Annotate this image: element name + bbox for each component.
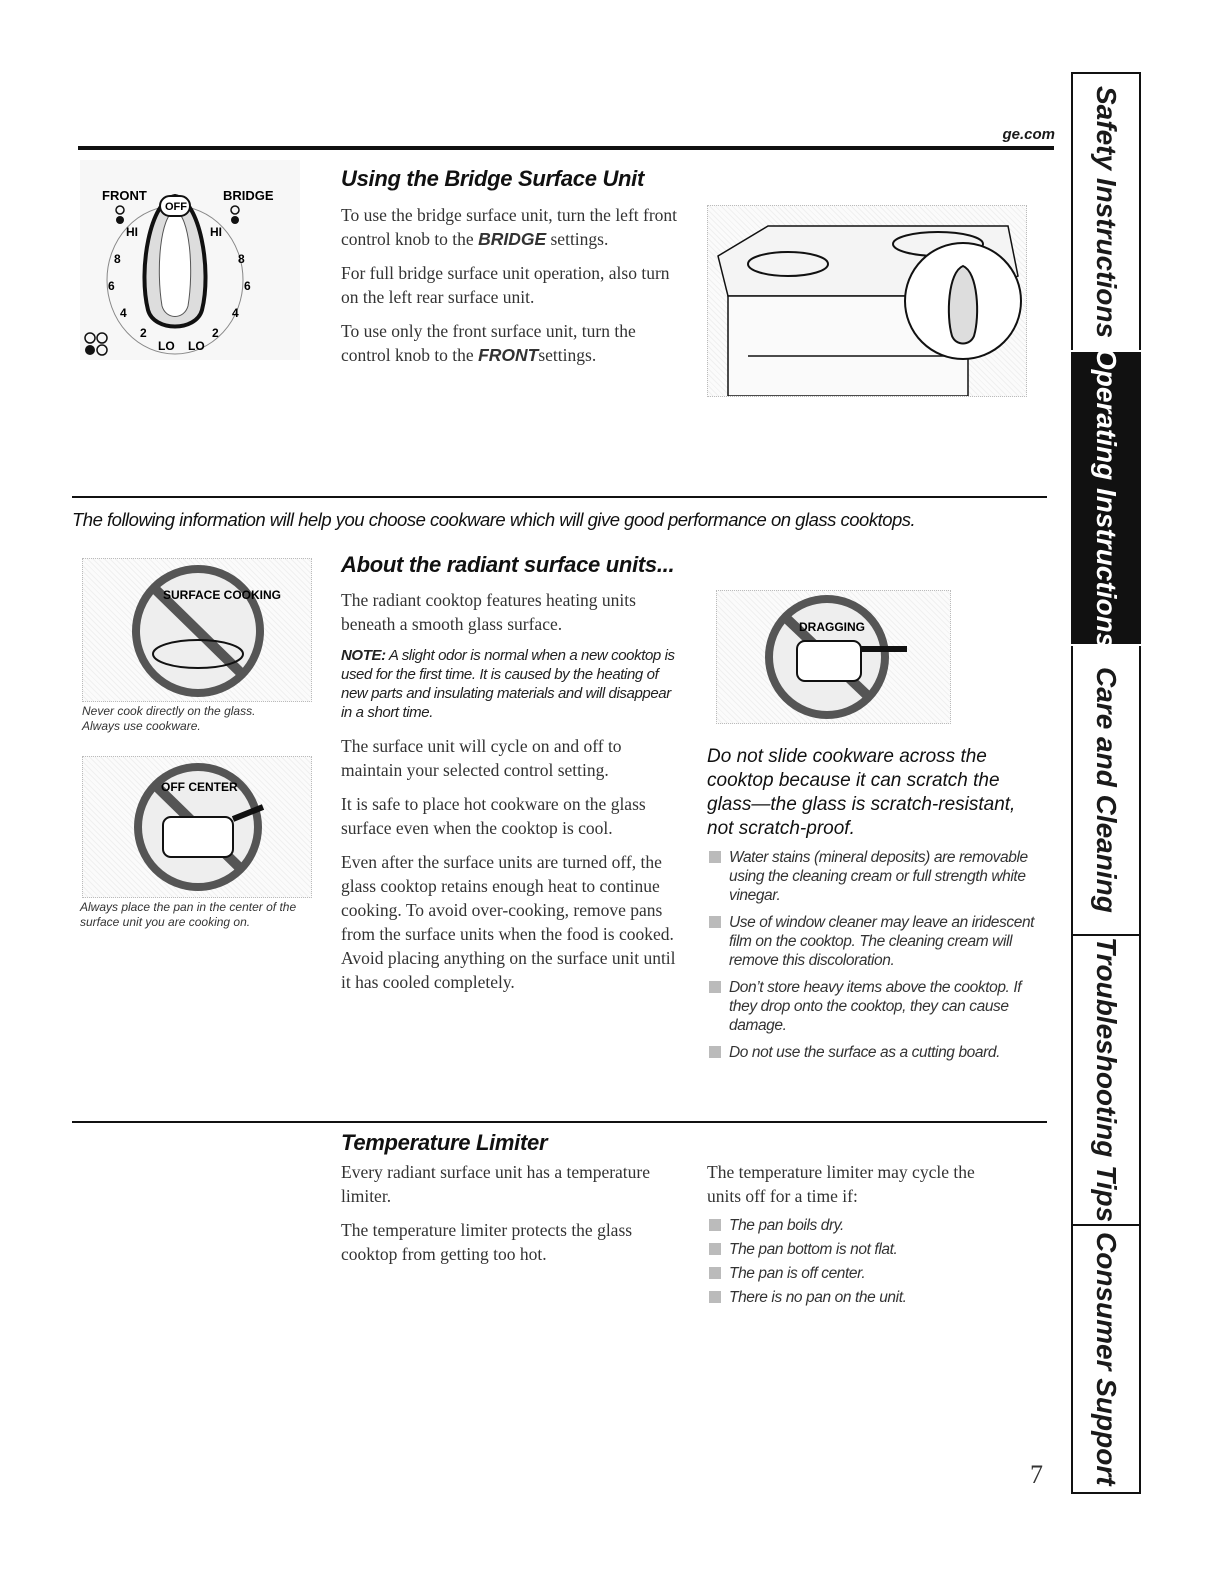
knob-8-right: 8: [238, 252, 245, 266]
warning-heading: Do not slide cookware across the cooktop because it can scratch the glass—the glass is scratch-resistant, not scratch-proof.: [707, 746, 1016, 839]
knob-off-label: OFF: [165, 201, 187, 213]
knob-6-right: 6: [244, 279, 251, 293]
knob-hi-right: HI: [210, 225, 222, 239]
off-center-label: OFF CENTER: [161, 780, 238, 794]
dragging-label: DRAGGING: [799, 620, 865, 634]
limiter-text-right: [707, 1160, 1007, 1218]
page-number: 7: [1030, 1460, 1043, 1489]
knob-bridge-label: BRIDGE: [223, 188, 274, 203]
tab-troubleshooting-tips[interactable]: Troubleshooting Tips: [1071, 936, 1141, 1226]
bridge-paragraph-3: To use only the front surface unit, turn the control knob to the FRONTsettings.: [341, 321, 636, 365]
radiant-note: [341, 646, 676, 722]
cooktop-illustration: [707, 205, 1027, 397]
tab-consumer-support[interactable]: Consumer Support: [1071, 1226, 1141, 1492]
dragging-illustration: [716, 590, 951, 724]
surface-cooking-caption: Never cook directly on the glass. Always use cookware.: [82, 704, 256, 733]
radiant-text: [341, 588, 676, 1004]
front-keyword: FRONT: [478, 345, 539, 365]
bridge-paragraph-2: For full bridge surface unit operation, also turn on the left rear surface unit.: [341, 263, 670, 307]
limiter-paragraph-1: Every radiant surface unit has a temperature limiter.: [341, 1162, 651, 1206]
knob-4-right: 4: [232, 306, 239, 320]
radiant-paragraph-4: Even after the surface units are turned off, the glass cooktop retains enough heat to continue cooking. To avoid over-cooking, remove pans from the surface units when the food is cooked. Avoid placing anything on the surface unit until it has cooled completely.: [341, 852, 676, 992]
limiter-paragraph-2: The temperature limiter protects the glass cooktop from getting too hot.: [341, 1220, 633, 1264]
bridge-heading: Using the Bridge Surface Unit: [341, 166, 645, 191]
limiter-item: The pan boils dry.: [707, 1216, 1037, 1235]
warning-item: Use of window cleaner may leave an iridescent film on the cooktop. The cleaning cream will remove this discoloration.: [707, 913, 1047, 970]
bridge-paragraph-1: To use the bridge surface unit, turn the left front control knob to the BRIDGE settings.: [341, 205, 678, 249]
knob-6-left: 6: [108, 279, 115, 293]
bridge-keyword: BRIDGE: [478, 229, 547, 249]
limiter-list: [707, 1216, 1037, 1312]
tab-safety-instructions[interactable]: Safety Instructions: [1071, 74, 1141, 350]
warning-item: Water stains (mineral deposits) are removable using the cleaning cream or full strength white vinegar.: [707, 848, 1047, 905]
radiant-paragraph-3: It is safe to place hot cookware on the glass surface even when the cooktop is cool.: [341, 794, 646, 838]
radiant-paragraph-2: The surface unit will cycle on and off to maintain your selected control setting.: [341, 736, 622, 780]
tab-operating-instructions[interactable]: Operating Instructions: [1071, 352, 1141, 644]
off-center-illustration: [82, 756, 312, 898]
surface-cooking-illustration: [82, 558, 312, 702]
warning-item: Do not use the surface as a cutting board.: [707, 1043, 1047, 1062]
warning-item: Don’t store heavy items above the cooktop. If they drop onto the cooktop, they can cause damage.: [707, 978, 1047, 1035]
limiter-text-left: [341, 1160, 661, 1276]
intro-rule: [72, 496, 1047, 498]
radiant-paragraph-1: The radiant cooktop features heating units beneath a smooth glass surface.: [341, 590, 636, 634]
limiter-item: There is no pan on the unit.: [707, 1288, 1037, 1307]
knob-lo-right: LO: [188, 339, 205, 353]
off-center-caption: Always place the pan in the center of the surface unit you are cooking on.: [80, 900, 297, 929]
intro-text: The following information will help you choose cookware which will give good performance on glass cooktops.: [72, 509, 916, 530]
knob-2-left: 2: [140, 326, 147, 340]
radiant-heading: About the radiant surface units...: [341, 552, 675, 577]
knob-4-left: 4: [120, 306, 127, 320]
bridge-text: [341, 203, 681, 377]
limiter-heading: Temperature Limiter: [341, 1130, 548, 1155]
limiter-paragraph-3: The temperature limiter may cycle the units off for a time if:: [707, 1162, 975, 1206]
surface-cooking-label: SURFACE COOKING: [163, 588, 282, 602]
site-url: ge.com: [1002, 126, 1055, 143]
header-rule: [78, 146, 1054, 150]
limiter-item: The pan bottom is not flat.: [707, 1240, 1037, 1259]
knob-lo-left: LO: [158, 339, 175, 353]
warning-list: [707, 848, 1047, 1070]
knob-front-label: FRONT: [102, 188, 147, 203]
limiter-item: The pan is off center.: [707, 1264, 1037, 1283]
knob-svg: [80, 160, 300, 360]
knob-hi-left: HI: [126, 225, 138, 239]
limiter-rule: [72, 1121, 1047, 1123]
note-label: NOTE:: [341, 647, 386, 664]
control-knob-illustration: [80, 160, 300, 360]
knob-8-left: 8: [114, 252, 121, 266]
tab-care-and-cleaning[interactable]: Care and Cleaning: [1071, 646, 1141, 936]
knob-2-right: 2: [212, 326, 219, 340]
note-text: A slight odor is normal when a new cooktop is used for the first time. It is caused by the heating of new parts and insulating materials and will disappear in a short time.: [341, 647, 675, 721]
